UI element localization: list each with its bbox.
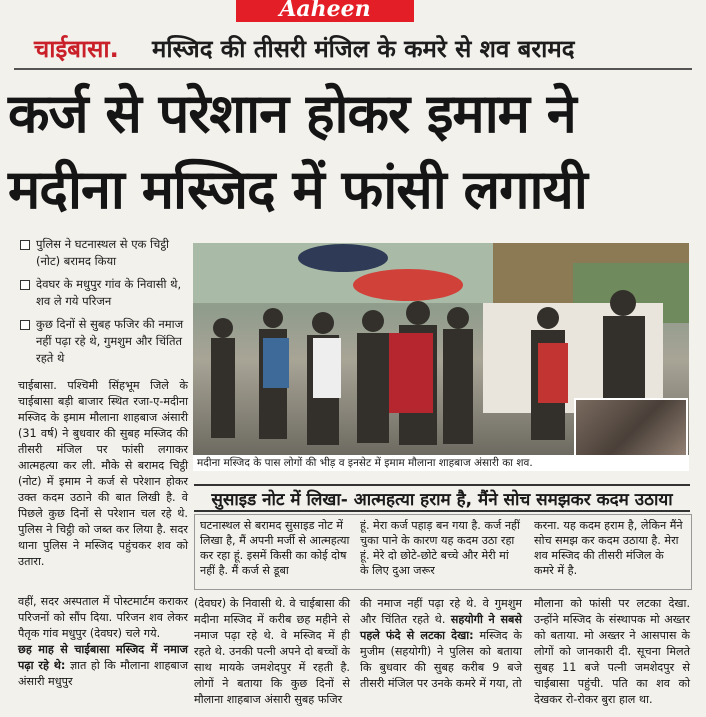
divider — [14, 68, 692, 70]
photo-caption: मदीना मस्जिद के पास लोगों की भीड़ व इनसेट में इमाम मौलाना शाहबाज अंसारी का शव. — [193, 455, 689, 471]
story-column-3 — [360, 596, 522, 692]
headline-line-2: मदीना मस्जिद में फांसी लगायी — [8, 158, 587, 221]
story-subhead-paragraph — [18, 642, 188, 690]
highlight-item: पुलिस ने घटनास्थल से एक चिट्ठी (नोट) बरामद किया — [20, 236, 188, 270]
story-column-4: मौलाना को फांसी पर लटका देखा. उन्होंने मस्जिद के संस्थापक मो अख्तर को बताया. मो अख्तर ने आसपास के लोगों को जानकारी दी. सूचना मिलते सुबह 11 बजे पत्नी जमशेदपुर से चाईबासा पहुंची. पति का शव को देखकर रो-रोकर बुरा हाल था. — [534, 597, 690, 706]
headline-line-1: कर्ज से परेशान होकर इमाम ने — [8, 82, 576, 145]
sidebar-headline: सुसाइड नोट में लिखा- आत्महत्या हराम है, मैंने सोच समझकर कदम उठाया — [194, 484, 690, 512]
subheading: छह माह से चाईबासा मस्जिद में नमाज पढ़ा रहे थे: — [18, 643, 188, 672]
subheading: सहयोगी ने सबसे पहले फंदे से लटका देखा: — [360, 613, 522, 642]
highlights-list — [20, 236, 188, 373]
masthead-logo: Aaheen — [236, 0, 414, 22]
strap-text: मस्जिद की तीसरी मंजिल के कमरे से शव बरामद — [152, 35, 575, 63]
story-paragraph: चाईबासा. पश्चिमी सिंहभूम जिले के चाईबासा बड़ी बाजार स्थित रजा-ए-मदीना मस्जिद के इमाम मौलाना शाहबाज अंसारी (31 वर्ष) ने बुधवार की सुबह मस्जिद की तीसरी मंजिल पर फांसी लगाकर आत्महत्या कर ली. मौके से बरामद चिट्ठी (नोट) में इमाम ने कर्ज से परेशान होकर उक्त कदम उठाने की बात लिखी है. वे पिछले कुछ दिनों से परेशान चल रहे थे. पुलिस ने चिट्ठी को जब्त कर लिया है. सदर थाना पुलिस ने मस्जिद पहुंचकर शव को उतारा. — [18, 379, 188, 568]
note-text-2: हूं. मेरा कर्ज पहाड़ बन गया है. कर्ज नहीं चुका पाने के कारण यह कदम उठा रहा हूं. मेरे दो छोटे-छोटे बच्चे और मेरी मां के लिए दुआ जरूर — [360, 519, 520, 577]
story-column-1 — [18, 378, 188, 570]
highlight-item: देवघर के मधुपुर गांव के निवासी थे, शव ले गये परिजन — [20, 276, 188, 310]
note-text-1: घटनास्थल से बरामद सुसाइड नोट में लिखा है, मैं अपनी मर्जी से आत्महत्या कर रहा हूं. इसमें किसी का कोई दोष नहीं है. मैं कर्ज से डूबा — [200, 519, 350, 577]
story-column-2: (देवघर) के निवासी थे. वे चाईबासा की मदीना मस्जिद में करीब छह महीने से नमाज पढ़ा रहे थे. वे मस्जिद में ही रहते थे. उनकी पत्नी अपने दो बच्चों के साथ मायके जमशेदपुर में रहती है. लोगों ने बताया कि कुछ दिनों से मौलाना शाहबाज अंसारी सुबह फजिर — [194, 597, 350, 706]
highlight-item: कुछ दिनों से सुबह फजिर की नमाज नहीं पढ़ा रहे थे, गुमशुम और चिंतित रहते थे — [20, 316, 188, 367]
dateline-place: चाईबासा. — [34, 35, 119, 63]
story-column-1-continued — [18, 594, 188, 690]
strap-headline — [0, 28, 706, 64]
story-text: मस्जिद के मुजीम (सहयोगी) ने पुलिस को बताया कि बुधवार की सुबह करीब 9 बजे तीसरी मंजिल पर उनके कमरे में गया, तो — [360, 629, 522, 690]
note-text-3: करना. यह कदम हराम है, लेकिन मैंने सोच समझ कर कदम उठाया है. मेरा शव मस्जिद की तीसरी मंजिल के कमरे में है. — [534, 519, 683, 577]
story-text: ज्ञात हो कि मौलाना शाहबाज अंसारी मधुपुर — [18, 659, 188, 688]
story-text: की नमाज नहीं पढ़ा रहे थे. वे गुमशुम और चिंतित रहते थे. — [360, 597, 522, 626]
story-paragraph: वहीं, सदर अस्पताल में पोस्टमार्टम कराकर परिजनों को सौंप दिया. परिजन शव लेकर पैतृक गांव मधुपुर (देवघर) चले गये. — [18, 595, 188, 640]
